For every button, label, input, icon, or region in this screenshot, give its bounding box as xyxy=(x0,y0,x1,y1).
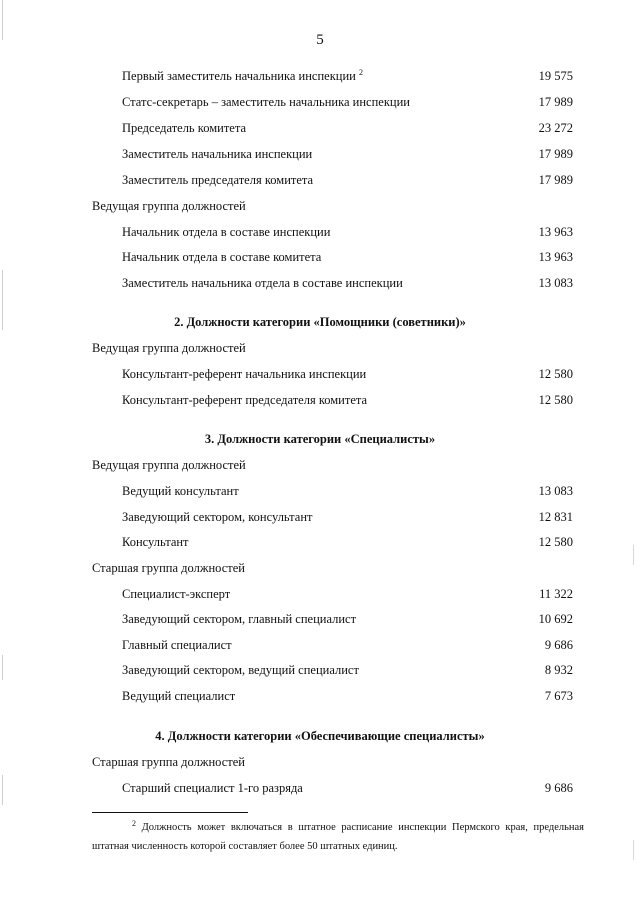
scan-edge-mark xyxy=(2,775,3,805)
position-title xyxy=(122,635,232,655)
table-row xyxy=(0,247,640,267)
footnote-reference: 2 xyxy=(358,68,363,77)
position-title-text: Консультант xyxy=(122,535,189,549)
salary-value: 12 580 xyxy=(538,367,573,381)
position-title xyxy=(122,532,189,552)
group-label xyxy=(0,338,640,358)
position-title xyxy=(0,312,640,332)
scan-edge-mark xyxy=(2,270,3,330)
position-title xyxy=(122,481,239,501)
position-title-text: Заместитель начальника отдела в составе инспекции xyxy=(122,276,403,290)
footnote-mark: 2 xyxy=(132,819,136,828)
position-title-text: Консультант-референт начальника инспекции xyxy=(122,367,367,381)
salary-value: 8 932 xyxy=(544,663,573,677)
group-label xyxy=(0,455,640,475)
position-title-text: Начальник отдела в составе комитета xyxy=(122,250,322,264)
position-title xyxy=(122,609,356,629)
position-title xyxy=(122,247,321,267)
position-title-text: Старшая группа должностей xyxy=(92,561,245,575)
salary-value: 17 989 xyxy=(538,173,573,187)
position-title-text: Заведующий сектором, консультант xyxy=(122,510,313,524)
position-title xyxy=(122,390,367,410)
position-title xyxy=(122,144,312,164)
position-title xyxy=(92,196,246,216)
position-title-text: Первый заместитель начальника инспекции xyxy=(122,69,356,83)
salary-value: 9 686 xyxy=(544,781,573,795)
section-heading xyxy=(0,429,640,449)
position-title xyxy=(122,364,366,384)
salary-value: 23 272 xyxy=(538,121,573,135)
table-row xyxy=(0,481,640,501)
position-title-text: 4. Должности категории «Обеспечивающие специалисты» xyxy=(155,729,485,743)
position-title xyxy=(92,558,245,578)
position-title xyxy=(122,660,359,680)
position-title xyxy=(122,66,363,86)
position-title-text: Статс-секретарь – заместитель начальника инспекции xyxy=(122,95,410,109)
salary-value: 13 963 xyxy=(538,225,573,239)
footnote-separator xyxy=(92,812,248,813)
table-row xyxy=(0,66,640,86)
table-row xyxy=(0,92,640,112)
salary-value: 13 963 xyxy=(538,250,573,264)
salary-value: 12 580 xyxy=(538,393,573,407)
position-title xyxy=(122,273,403,293)
position-title xyxy=(122,118,246,138)
table-row xyxy=(0,364,640,384)
table-row xyxy=(0,144,640,164)
footnote-text: Должность может включаться в штатное расписание инспекции Пермского края, предельная штатная численность которой составляет более 50 штатных единиц. xyxy=(92,822,585,852)
position-title-text: Главный специалист xyxy=(122,638,232,652)
position-title-text: Председатель комитета xyxy=(122,121,246,135)
section-heading xyxy=(0,726,640,746)
table-row xyxy=(0,635,640,655)
group-label xyxy=(0,752,640,772)
position-title-text: Консультант-референт председателя комитета xyxy=(122,393,368,407)
table-row xyxy=(0,686,640,706)
table-row xyxy=(0,507,640,527)
table-row xyxy=(0,273,640,293)
salary-value: 17 989 xyxy=(538,95,573,109)
position-title xyxy=(122,584,230,604)
table-row xyxy=(0,390,640,410)
position-title-text: Ведущий консультант xyxy=(122,484,239,498)
salary-value: 19 575 xyxy=(538,69,573,83)
salary-value: 12 831 xyxy=(538,510,573,524)
position-title xyxy=(122,686,235,706)
salary-value: 7 673 xyxy=(544,689,573,703)
position-title-text: Ведущая группа должностей xyxy=(92,458,246,472)
table-row xyxy=(0,532,640,552)
position-title xyxy=(0,429,640,449)
position-title xyxy=(122,507,312,527)
table-row xyxy=(0,778,640,798)
position-title xyxy=(0,726,640,746)
position-title xyxy=(122,92,410,112)
salary-value: 9 686 xyxy=(544,638,573,652)
salary-value: 10 692 xyxy=(538,612,573,626)
position-title-text: Начальник отдела в составе инспекции xyxy=(122,225,331,239)
table-row xyxy=(0,609,640,629)
salary-value: 13 083 xyxy=(538,484,573,498)
table-row xyxy=(0,660,640,680)
position-title xyxy=(92,338,246,358)
salary-value: 11 322 xyxy=(539,587,573,601)
salary-value: 13 083 xyxy=(538,276,573,290)
position-title-text: Специалист-эксперт xyxy=(122,587,231,601)
page-number: 5 xyxy=(316,32,324,48)
position-title-text: Старший специалист 1-го разряда xyxy=(122,781,303,795)
table-row xyxy=(0,222,640,242)
position-title-text: Заведующий сектором, ведущий специалист xyxy=(122,663,359,677)
position-title-text: Заместитель председателя комитета xyxy=(122,173,314,187)
position-title-text: Старшая группа должностей xyxy=(92,755,245,769)
position-title-text: Заместитель начальника инспекции xyxy=(122,147,313,161)
position-title-text: Ведущая группа должностей xyxy=(92,341,246,355)
position-title xyxy=(122,778,303,798)
scan-edge-mark xyxy=(2,0,3,40)
position-title xyxy=(122,222,330,242)
scan-edge-mark xyxy=(633,840,634,860)
table-row xyxy=(0,170,640,190)
footnote xyxy=(92,818,584,856)
position-title xyxy=(92,752,245,772)
table-row xyxy=(0,584,640,604)
salary-value: 17 989 xyxy=(538,147,573,161)
section-heading xyxy=(0,312,640,332)
position-title xyxy=(122,170,313,190)
position-title-text: Ведущий специалист xyxy=(122,689,236,703)
position-title-text: 3. Должности категории «Специалисты» xyxy=(204,432,436,446)
position-title xyxy=(92,455,246,475)
table-row xyxy=(0,118,640,138)
salary-value: 12 580 xyxy=(538,535,573,549)
position-title-text: Ведущая группа должностей xyxy=(92,199,246,213)
scan-edge-mark xyxy=(633,545,634,565)
scan-edge-mark xyxy=(2,655,3,680)
group-label xyxy=(0,558,640,578)
group-label xyxy=(0,196,640,216)
position-title-text: 2. Должности категории «Помощники (советники)» xyxy=(174,315,466,329)
position-title-text: Заведующий сектором, главный специалист xyxy=(122,612,357,626)
